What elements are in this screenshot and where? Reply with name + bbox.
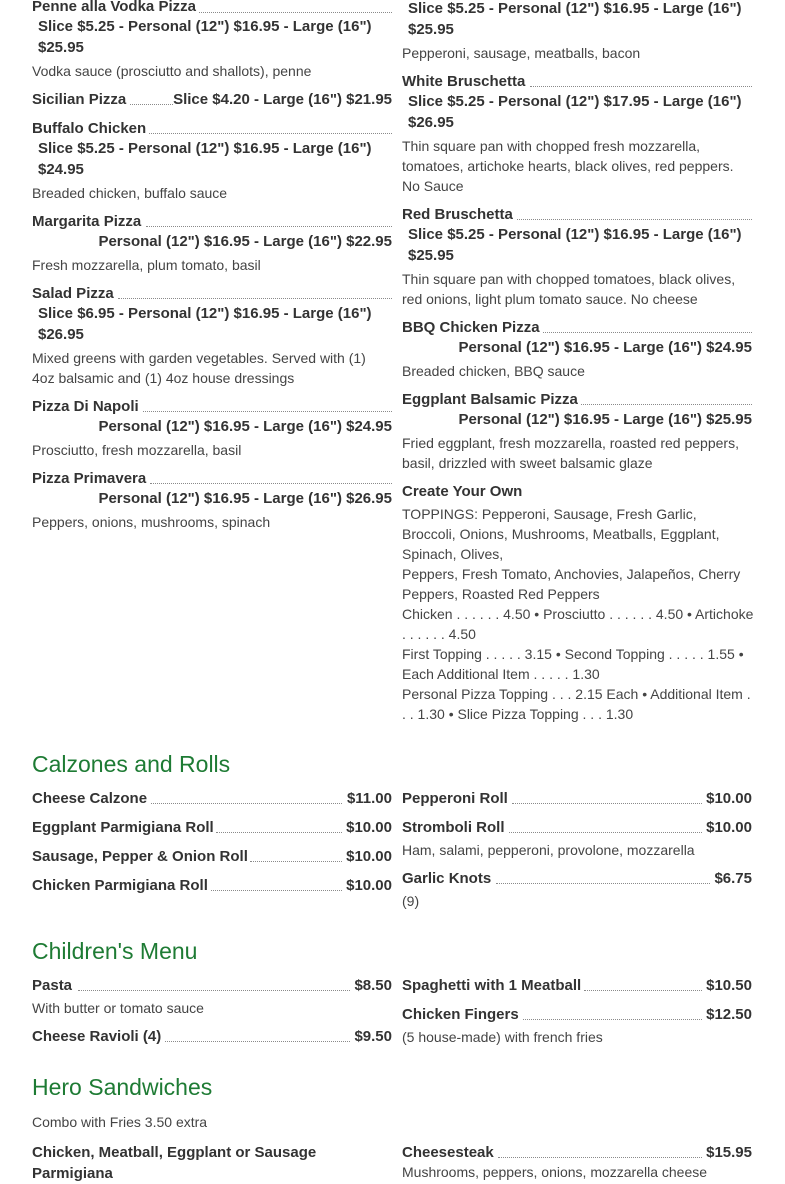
menu-item-price: Slice $5.25 - Personal (12") $16.95 - Large (16") $24.95 bbox=[38, 140, 372, 178]
menu-item-description: Breaded chicken, BBQ sauce bbox=[402, 363, 585, 379]
menu-item-price: Slice $5.25 - Personal (12") $17.95 - Large (16") $26.95 bbox=[408, 93, 742, 131]
menu-item-name: Garlic Knots bbox=[402, 870, 492, 887]
toppings-line: Chicken . . . . . . 4.50 • Prosciutto . . . . . . 4.50 • Artichoke . . . . . . 4.50 bbox=[402, 606, 754, 642]
leader-dots bbox=[543, 332, 752, 333]
menu-item-price: $10.00 bbox=[346, 848, 392, 865]
menu-item-price: Slice $5.25 - Personal (12") $16.95 - Large (16") $25.95 bbox=[408, 226, 742, 264]
leader-dots bbox=[211, 890, 342, 891]
menu-item-name: Eggplant Parmigiana Roll bbox=[32, 819, 214, 836]
menu-item-name: Cheese Calzone bbox=[32, 790, 148, 807]
leader-dots bbox=[165, 1041, 350, 1042]
menu-item-name: Spaghetti with 1 Meatball bbox=[402, 977, 582, 994]
menu-item-price: $11.00 bbox=[346, 790, 392, 807]
create-your-own-title: Create Your Own bbox=[402, 483, 523, 500]
leader-dots bbox=[150, 483, 392, 484]
leader-dots bbox=[584, 990, 702, 991]
menu-item-name: Penne alla Vodka Pizza bbox=[32, 0, 196, 15]
menu-item-name: Cheesesteak bbox=[402, 1144, 494, 1161]
leader-dots bbox=[118, 298, 392, 299]
menu-item-description: Vodka sauce (prosciutto and shallots), penne bbox=[32, 63, 312, 79]
leader-dots bbox=[199, 12, 392, 13]
menu-item-description: (9) bbox=[402, 893, 420, 909]
menu-item-description: Prosciutto, fresh mozzarella, basil bbox=[32, 442, 242, 458]
toppings-line: First Topping . . . . . 3.15 • Second Topping . . . . . 1.55 • Each Additional Item . . . . . 1.30 bbox=[402, 646, 744, 682]
menu-item-description: Mixed greens with garden vegetables. Served with (1) 4oz balsamic and (1) 4oz house dressings bbox=[32, 350, 366, 386]
menu-item-price: Personal (12") $16.95 - Large (16") $24.95 bbox=[458, 339, 752, 356]
leader-dots bbox=[523, 1019, 702, 1020]
menu-item-price: Personal (12") $16.95 - Large (16") $24.95 bbox=[98, 418, 392, 435]
menu-item-name: Stromboli Roll bbox=[402, 819, 505, 836]
combo-note: Combo with Fries 3.50 extra bbox=[32, 1114, 208, 1130]
menu-item-price: Personal (12") $16.95 - Large (16") $22.95 bbox=[98, 233, 392, 250]
leader-dots bbox=[130, 104, 173, 105]
menu-item-name: Pepperoni Roll bbox=[402, 790, 508, 807]
toppings-line: TOPPINGS: Pepperoni, Sausage, Fresh Garlic, Broccoli, Onions, Mushrooms, Meatballs, Eggplant, Spinach, Olives, bbox=[402, 506, 720, 562]
menu-item-price: $9.50 bbox=[354, 1028, 392, 1045]
menu-item-name: Pizza Di Napoli bbox=[32, 398, 139, 415]
menu-item-description: Peppers, onions, mushrooms, spinach bbox=[32, 514, 271, 530]
menu-item-price: $10.50 bbox=[706, 977, 752, 994]
section-heading-children: Children's Menu bbox=[32, 938, 198, 964]
menu-item-description: Thin square pan with chopped tomatoes, black olives, red onions, light plum tomato sauce. No cheese bbox=[402, 271, 736, 307]
menu-item-description: Fried eggplant, fresh mozzarella, roasted red peppers, basil, drizzled with sweet balsamic glaze bbox=[402, 435, 739, 471]
menu-item-description: With butter or tomato sauce bbox=[32, 1000, 204, 1016]
menu-item-name: Buffalo Chicken bbox=[32, 120, 147, 137]
leader-dots bbox=[146, 226, 392, 227]
leader-dots bbox=[250, 861, 342, 862]
leader-dots bbox=[151, 803, 342, 804]
menu-item-name: Salad Pizza bbox=[32, 285, 114, 302]
menu-item-name: Chicken Fingers bbox=[402, 1006, 519, 1023]
menu-item-price: $15.95 bbox=[706, 1144, 752, 1161]
menu-item-name: Sausage, Pepper & Onion Roll bbox=[32, 848, 248, 865]
leader-dots bbox=[581, 404, 752, 405]
menu-item-price: Personal (12") $16.95 - Large (16") $26.95 bbox=[98, 490, 392, 507]
leader-dots bbox=[509, 832, 702, 833]
menu-item-description: Breaded chicken, buffalo sauce bbox=[32, 185, 228, 201]
toppings-line: Personal Pizza Topping . . . 2.15 Each • Additional Item . . . 1.30 • Slice Pizza Topping . . . 1.30 bbox=[402, 686, 751, 722]
menu-item-price: $6.75 bbox=[714, 870, 752, 887]
section-heading-calzones: Calzones and Rolls bbox=[32, 751, 231, 777]
menu-item-price: Slice $6.95 - Personal (12") $16.95 - Large (16") $26.95 bbox=[38, 305, 372, 343]
menu-item-description: Mushrooms, peppers, onions, mozzarella cheese bbox=[402, 1164, 708, 1180]
menu-item-name: White Bruschetta bbox=[402, 73, 526, 90]
menu-item-name: Eggplant Balsamic Pizza bbox=[402, 391, 578, 408]
leader-dots bbox=[512, 803, 702, 804]
leader-dots bbox=[78, 990, 350, 991]
leader-dots bbox=[149, 133, 392, 134]
menu-item-description: Fresh mozzarella, plum tomato, basil bbox=[32, 257, 261, 273]
leader-dots bbox=[498, 1157, 702, 1158]
menu-item-name: Margarita Pizza bbox=[32, 213, 142, 230]
section-heading-hero: Hero Sandwiches bbox=[32, 1074, 213, 1100]
leader-dots bbox=[216, 832, 342, 833]
menu-item-name: Pasta bbox=[32, 977, 73, 994]
menu-item-price: $10.00 bbox=[706, 790, 752, 807]
menu-item-description: (5 house-made) with french fries bbox=[402, 1029, 603, 1045]
menu-item-price: $10.00 bbox=[706, 819, 752, 836]
leader-dots bbox=[517, 219, 752, 220]
menu-item-name: BBQ Chicken Pizza bbox=[402, 319, 540, 336]
menu-item-description: Ham, salami, pepperoni, provolone, mozzarella bbox=[402, 842, 695, 858]
menu-item-price: Slice $5.25 - Personal (12") $16.95 - Large (16") $25.95 bbox=[408, 0, 742, 38]
menu-item-price: Slice $5.25 - Personal (12") $16.95 - Large (16") $25.95 bbox=[38, 18, 372, 56]
menu-item-price: Personal (12") $16.95 - Large (16") $25.95 bbox=[458, 411, 752, 428]
leader-dots bbox=[143, 411, 392, 412]
leader-dots bbox=[496, 883, 710, 884]
toppings-line: Peppers, Fresh Tomato, Anchovies, Jalapeños, Cherry Peppers, Roasted Red Peppers bbox=[402, 566, 741, 602]
menu-item-name: Red Bruschetta bbox=[402, 206, 513, 223]
menu-item-price: $10.00 bbox=[346, 877, 392, 894]
menu-item-name: Pizza Primavera bbox=[32, 470, 147, 487]
menu-item-name: Chicken, Meatball, Eggplant or Sausage Parmigiana bbox=[32, 1144, 317, 1182]
menu-item-description: Pepperoni, sausage, meatballs, bacon bbox=[402, 45, 641, 61]
menu-item-price: $12.50 bbox=[706, 1006, 752, 1023]
menu-item-name: Chicken Parmigiana Roll bbox=[32, 877, 208, 894]
toppings-list bbox=[402, 504, 754, 724]
menu-item-description: Thin square pan with chopped fresh mozzarella, tomatoes, artichoke hearts, black olives, red peppers. No Sauce bbox=[402, 138, 734, 194]
menu-item-price: $8.50 bbox=[354, 977, 392, 994]
menu-item-price: $10.00 bbox=[346, 819, 392, 836]
menu-item-price: Slice $4.20 - Large (16") $21.95 bbox=[173, 91, 392, 108]
leader-dots bbox=[530, 86, 752, 87]
menu-item-name: Sicilian Pizza bbox=[32, 91, 127, 108]
menu-item-name: Cheese Ravioli (4) bbox=[32, 1028, 162, 1045]
